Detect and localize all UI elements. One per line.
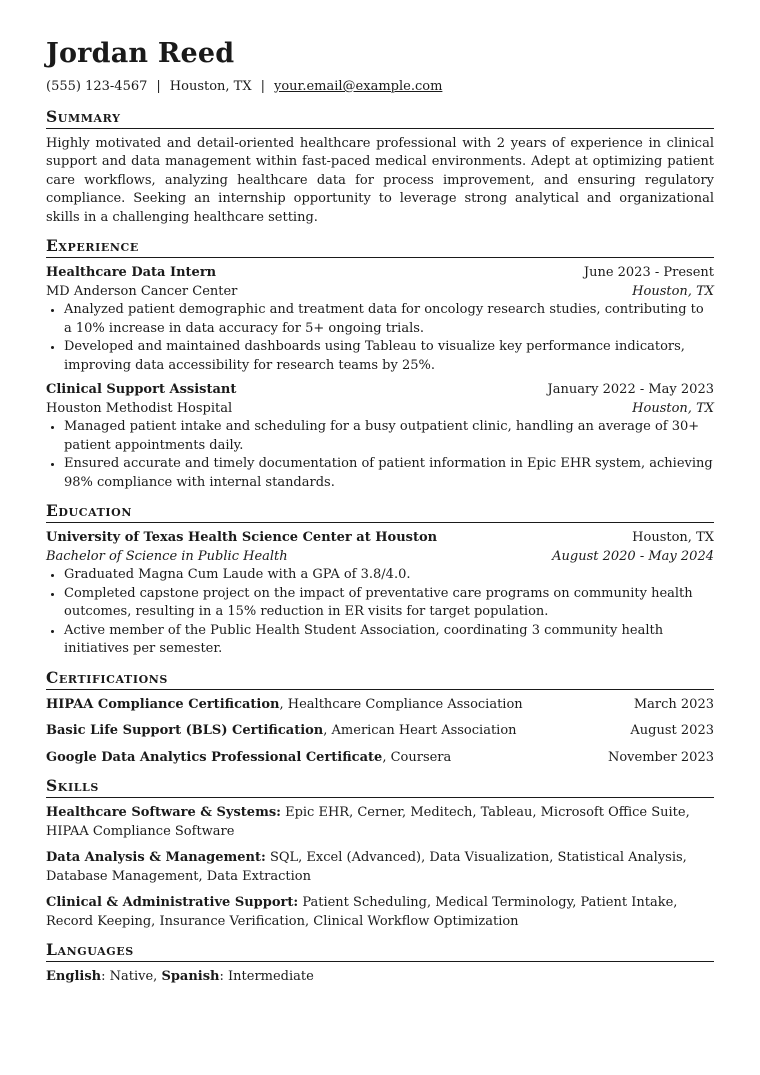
- bullet-item: • Managed patient intake and scheduling for a busy outpatient clinic, handling an average of 30+ patient appointments daily.: [64, 418, 714, 455]
- skill-label: Data Analysis & Management:: [46, 850, 266, 865]
- education-section: [46, 501, 714, 659]
- email-link[interactable]: your.email@example.com: [274, 79, 443, 94]
- job-dates: June 2023 - Present: [583, 265, 714, 280]
- job-bullets: [46, 418, 714, 492]
- certification-text: [46, 722, 517, 741]
- section-title-certifications: Certifications: [46, 668, 714, 690]
- section-title-skills: Skills: [46, 776, 714, 798]
- bullet-item: • Completed capstone project on the impact of preventative care programs on community health outcomes, resulting in a 15% reduction in ER visits for target population.: [64, 585, 714, 622]
- bullet-item: • Developed and maintained dashboards using Tableau to visualize key performance indicators, improving data accessibility for research teams by 25%.: [64, 338, 714, 375]
- contact-separator: |: [260, 79, 265, 94]
- section-title-summary: Summary: [46, 107, 714, 129]
- skill-group: [46, 804, 714, 841]
- job-role: Clinical Support Assistant: [46, 382, 237, 397]
- certification-text: [46, 749, 451, 768]
- experience-section: [46, 236, 714, 492]
- job-subheader: [46, 400, 714, 419]
- bullet-item: • Graduated Magna Cum Laude with a GPA of 3.8/4.0.: [64, 566, 714, 585]
- education-header: [46, 529, 714, 548]
- job-entry: [46, 264, 714, 375]
- candidate-name: Jordan Reed: [46, 38, 235, 69]
- certification-date: November 2023: [607, 749, 714, 765]
- bullet-item: • Active member of the Public Health Student Association, coordinating 3 community health initiatives per semester.: [64, 622, 714, 659]
- job-entry: [46, 381, 714, 492]
- certification-row: [46, 722, 714, 741]
- skill-group: [46, 849, 714, 886]
- bullet-item: • Ensured accurate and timely documentation of patient information in Epic EHR system, achieving 98% compliance with internal standards.: [64, 455, 714, 492]
- job-location: Houston, TX: [632, 400, 714, 416]
- language-name: Spanish: [161, 969, 220, 984]
- certification-date: August 2023: [630, 723, 714, 738]
- school-location: Houston, TX: [632, 530, 714, 545]
- certification-issuer: , American Heart Association: [323, 723, 517, 738]
- skills-section: [46, 776, 714, 931]
- job-company: Houston Methodist Hospital: [46, 400, 233, 416]
- bullet-item: • Analyzed patient demographic and treatment data for oncology research studies, contributing to a 10% increase in data accuracy for 5+ ongoing trials.: [64, 301, 714, 338]
- education-dates: August 2020 - May 2024: [552, 548, 714, 564]
- certification-date: March 2023: [633, 696, 714, 712]
- job-location: Houston, TX: [632, 283, 714, 299]
- job-company: MD Anderson Cancer Center: [46, 283, 238, 299]
- language-level: : Native,: [101, 969, 162, 984]
- job-header: [46, 381, 714, 400]
- job-header: [46, 264, 714, 283]
- certification-row: [46, 749, 714, 768]
- certification-row: [46, 696, 714, 715]
- education-bullets: [46, 566, 714, 659]
- job-subheader: [46, 283, 714, 302]
- job-dates: January 2022 - May 2023: [547, 382, 714, 397]
- summary-text: Highly motivated and detail-oriented healthcare professional with 2 years of experience in clinical support and data management within fast-paced medical environments. Adept at optimizing patient care workflows, analyzing healthcare data for process improvement, and ensuring regulatory compliance. Seeking an internship opportunity to leverage strong analytical and organizational skills in a challenging healthcare setting.: [46, 135, 714, 225]
- section-title-experience: Experience: [46, 236, 714, 258]
- certification-issuer: , Coursera: [382, 749, 452, 765]
- location: Houston, TX: [169, 79, 252, 94]
- degree: Bachelor of Science in Public Health: [46, 548, 288, 564]
- certification-text: [46, 696, 523, 715]
- job-bullets: [46, 301, 714, 375]
- phone-number: (555) 123-4567: [46, 79, 148, 94]
- school-name: University of Texas Health Science Center at Houston: [46, 530, 438, 545]
- skill-label: Healthcare Software & Systems:: [46, 805, 281, 820]
- languages-section: [46, 940, 714, 987]
- language-level: : Intermediate: [219, 969, 314, 984]
- skill-label: Clinical & Administrative Support:: [46, 895, 299, 910]
- certification-name: Google Data Analytics Professional Certificate: [46, 749, 383, 765]
- languages-line: [46, 968, 714, 987]
- section-title-education: Education: [46, 501, 714, 523]
- skill-value: Patient Scheduling, Medical Terminology, Patient Intake, Record Keeping, Insurance Verification, Clinical Workflow Optimization: [46, 895, 678, 929]
- certifications-section: [46, 668, 714, 768]
- skill-value: Epic EHR, Cerner, Meditech, Tableau, Microsoft Office Suite, HIPAA Compliance Software: [46, 805, 690, 839]
- education-subheader: [46, 548, 714, 567]
- job-role: Healthcare Data Intern: [46, 265, 217, 280]
- contact-separator: |: [156, 79, 161, 94]
- summary-section: [46, 107, 714, 228]
- contact-line: [46, 78, 714, 97]
- skill-value: SQL, Excel (Advanced), Data Visualization, Statistical Analysis, Database Management, Data Extraction: [46, 850, 687, 884]
- certification-name: HIPAA Compliance Certification: [46, 696, 280, 712]
- certification-issuer: , Healthcare Compliance Association: [279, 696, 523, 712]
- certification-name: Basic Life Support (BLS) Certification: [46, 723, 324, 738]
- skill-group: [46, 894, 714, 931]
- language-name: English: [46, 969, 102, 984]
- section-title-languages: Languages: [46, 940, 714, 962]
